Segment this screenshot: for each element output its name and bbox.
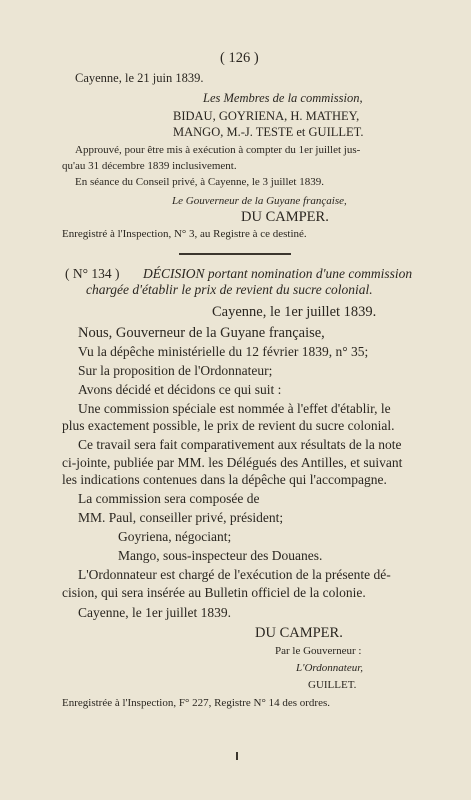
para3-line-1: L'Ordonnateur est chargé de l'exécution de la présente dé- [78, 567, 391, 582]
approval-line-1: Approuvé, pour être mis à exécution à compter du 1er juillet jus- [75, 144, 361, 156]
governor-name: DU CAMPER. [241, 209, 329, 225]
first-place-date: Cayenne, le 21 juin 1839. [75, 71, 204, 85]
members-line-1: BIDAU, GOYRIENA, H. MATHEY, [173, 109, 360, 123]
decision-title-line-1: DÉCISION portant nomination d'une commission [143, 266, 413, 281]
composition-line: La commission sera composée de [78, 491, 260, 506]
first-registration: Enregistré à l'Inspection, N° 3, au Registre à ce destiné. [62, 228, 307, 240]
member-goyriena: Goyriena, négociant; [118, 529, 232, 544]
para3-line-2: cision, qui sera insérée au Bulletin officiel de la colonie. [62, 585, 366, 600]
ordonnateur-name: GUILLET. [308, 679, 357, 691]
council-line: En séance du Conseil privé, à Cayenne, le 3 juillet 1839. [75, 176, 324, 188]
members-line-2: MANGO, M.-J. TESTE et GUILLET. [173, 125, 364, 139]
decision-place-date: Cayenne, le 1er juillet 1839. [212, 304, 377, 320]
decision-registration: Enregistrée à l'Inspection, F° 227, Registre N° 14 des ordres. [62, 697, 330, 709]
governor-title: Le Gouverneur de la Guyane française, [172, 195, 347, 207]
para2-line-2: ci-jointe, publiée par MM. les Délégués des Antilles, et suivant [62, 455, 403, 470]
decision-intro: Nous, Gouverneur de la Guyane française, [78, 325, 325, 341]
ordonnateur-label: L'Ordonnateur, [296, 662, 364, 674]
section-divider [179, 253, 291, 255]
para2-line-3: les indications contenues dans la dépêche qui l'accompagne. [62, 472, 387, 487]
member-paul: MM. Paul, conseiller privé, président; [78, 510, 284, 525]
decision-title-line-2: chargée d'établir le prix de revient du sucre colonial. [86, 282, 373, 297]
para2-line-1: Ce travail sera fait comparativement aux résultats de la note [78, 437, 402, 452]
para1-line-2: plus exactement possible, le prix de revient du sucre colonial. [62, 418, 395, 433]
approval-line-2: qu'au 31 décembre 1839 inclusivement. [62, 160, 237, 172]
decision-proposition: Sur la proposition de l'Ordonnateur; [78, 363, 273, 378]
decision-avons: Avons décidé et décidons ce qui suit : [78, 382, 282, 397]
page-number: ( 126 ) [220, 50, 259, 66]
para1-line-1: Une commission spéciale est nommée à l'effet d'établir, le [78, 401, 391, 416]
decision-number: ( N° 134 ) [65, 266, 120, 281]
closing-date: Cayenne, le 1er juillet 1839. [78, 605, 231, 620]
member-mango: Mango, sous-inspecteur des Douanes. [118, 548, 323, 563]
signature: DU CAMPER. [255, 625, 343, 641]
members-label: Les Membres de la commission, [203, 91, 363, 105]
by-governor: Par le Gouverneur : [275, 645, 362, 657]
printer-mark [236, 752, 238, 760]
decision-vu: Vu la dépêche ministérielle du 12 février 1839, n° 35; [78, 344, 369, 359]
